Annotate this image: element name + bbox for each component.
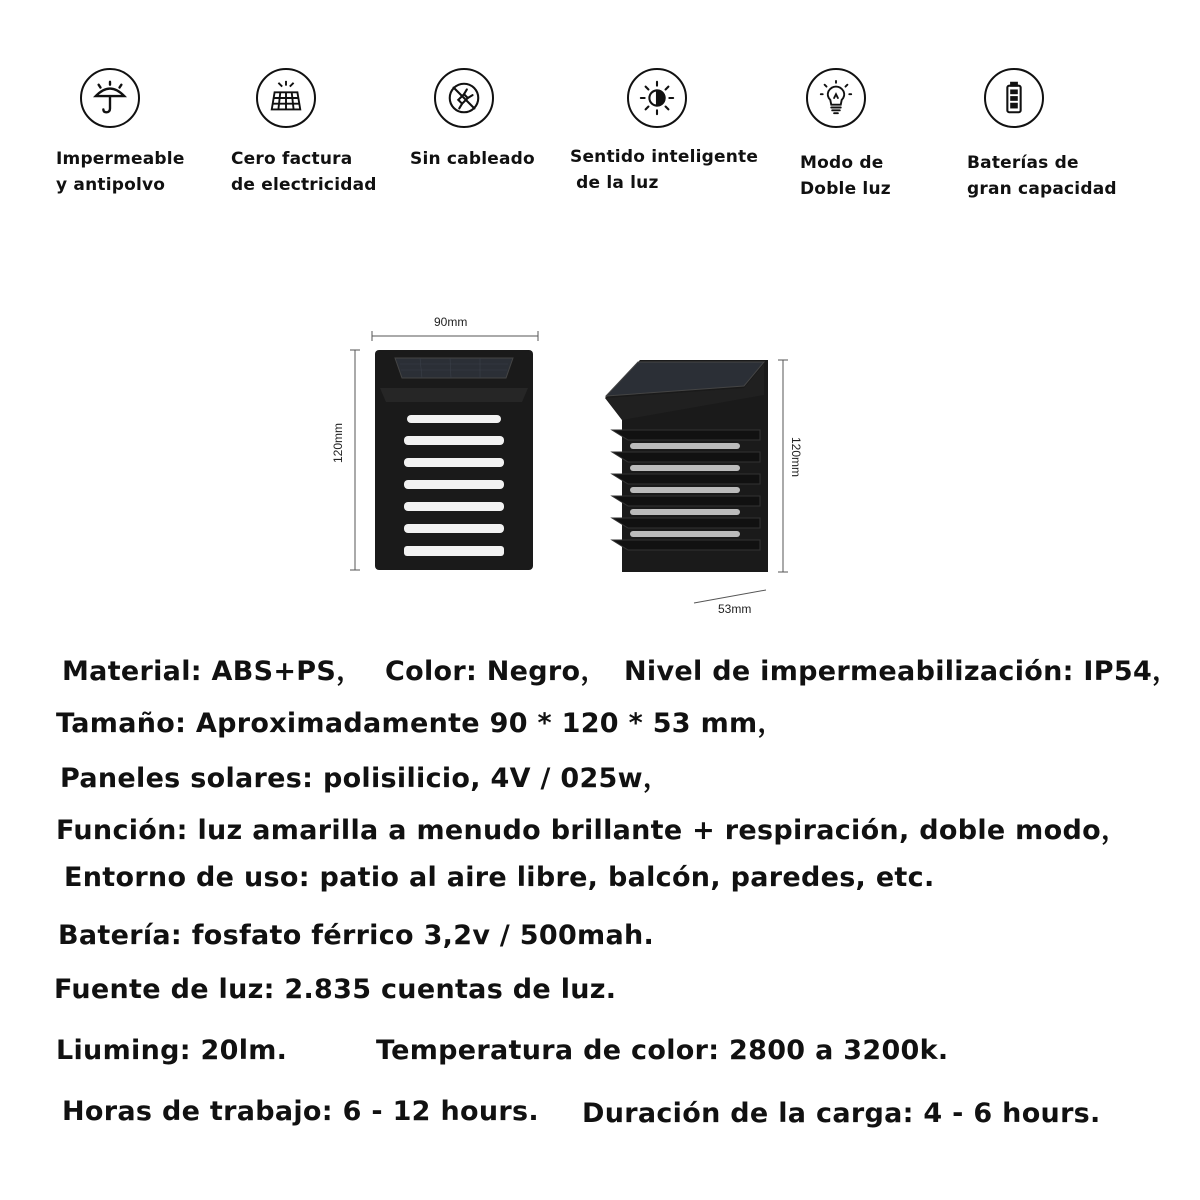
front-view — [375, 350, 533, 570]
dimension-depth: 53mm — [718, 602, 752, 616]
spec-waterproof: Nivel de impermeabilización: IP54， — [624, 656, 1180, 687]
spec-light-source: Fuente de luz: 2.835 cuentas de luz. — [54, 974, 617, 1005]
dimension-width: 90mm — [434, 315, 468, 329]
side-view — [605, 360, 768, 572]
feature-label: Baterías de gran capacidad — [967, 153, 1117, 199]
feature-label: Cero factura de electricidad — [231, 149, 377, 195]
feature-label: Impermeable y antipolvo — [56, 149, 185, 195]
feature-label: Modo de Doble luz — [800, 153, 891, 199]
spec-color: Color: Negro， — [385, 656, 608, 687]
spec-color-temperature: Temperatura de color: 2800 a 3200k. — [376, 1035, 949, 1066]
spec-work-hours: Horas de trabajo: 6 - 12 hours. — [62, 1096, 539, 1127]
feature-label: Sentido inteligente de la luz — [570, 147, 759, 193]
spec-material: Material: ABS+PS， — [62, 656, 364, 687]
dimension-height-side: 120mm — [789, 436, 804, 478]
spec-size: Tamaño: Aproximadamente 90 * 120 * 53 mm， — [56, 708, 785, 739]
spec-lumen: Liuming: 20lm. — [56, 1035, 288, 1066]
spec-charge-time: Duración de la carga: 4 - 6 hours. — [582, 1098, 1101, 1129]
spec-function: Función: luz amarilla a menudo brillante + respiración, doble modo， — [56, 815, 1129, 846]
spec-battery: Batería: fosfato férrico 3,2v / 500mah. — [58, 920, 655, 951]
spec-solar-panel: Paneles solares: polisilicio, 4V / 025w， — [60, 763, 671, 794]
dimension-height-front: 120mm — [331, 422, 346, 464]
spec-environment: Entorno de uso: patio al aire libre, balcón, paredes, etc. — [64, 862, 935, 893]
feature-label: Sin cableado — [410, 149, 535, 169]
